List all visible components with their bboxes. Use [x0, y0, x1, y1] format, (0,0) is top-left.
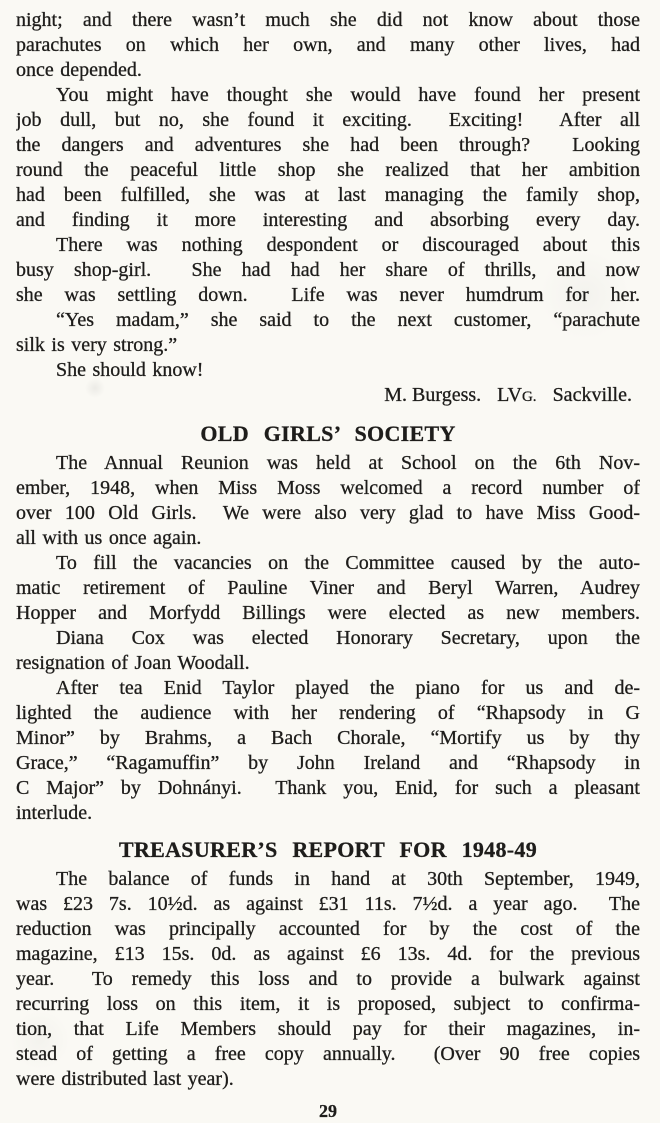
- text-line: she was settling down. Life was never humdrum for her.: [16, 284, 640, 306]
- section-heading: OLD GIRLS’ SOCIETY: [200, 421, 456, 446]
- text-line: interlude.: [16, 802, 93, 824]
- text-line: job dull, but no, she found it exciting. Exciting! After all: [16, 109, 640, 131]
- text-line: busy shop-girl. She had had her share of thrills, and now: [16, 259, 640, 281]
- article-treasurers-report: [16, 838, 640, 1092]
- section-heading: TREASURER’S REPORT FOR 1948-49: [118, 837, 538, 862]
- article-conclusion: [16, 8, 640, 410]
- text-line: The balance of funds in hand at 30th September, 1949,: [56, 868, 640, 890]
- text-line: She should know!: [56, 359, 204, 381]
- paragraph: [16, 358, 640, 383]
- text-line: To fill the vacancies on the Committee caused by the auto-: [56, 552, 640, 574]
- text-line: all with us once again.: [16, 527, 202, 549]
- text-line: parachutes on which her own, and many other lives, had: [16, 34, 640, 56]
- signature-form-large: LV: [497, 384, 522, 406]
- paragraph: [16, 83, 640, 233]
- text-line: Minor” by Brahms, a Bach Chorale, “Mortify us by thy: [16, 727, 640, 749]
- text-line: The Annual Reunion was held at School on the 6th Nov-: [56, 452, 640, 474]
- text-line: round the peaceful little shop she realized that her ambition: [16, 159, 640, 181]
- text-line: After tea Enid Taylor played the piano for us and de-: [56, 677, 640, 699]
- text-line: the dangers and adventures she had been through? Looking: [16, 134, 640, 156]
- paragraph: [16, 867, 640, 1092]
- text-line: and finding it more interesting and absorbing every day.: [16, 209, 640, 231]
- article-signature: [16, 383, 640, 410]
- text-line: silk is very strong.”: [16, 334, 178, 356]
- text-line: stead of getting a free copy annually. (Over 90 free copies: [16, 1043, 640, 1065]
- text-line: over 100 Old Girls. We were also very glad to have Miss Good-: [16, 502, 640, 524]
- text-line: “Yes madam,” she said to the next customer, “parachute: [56, 309, 640, 331]
- text-line: tion, that Life Members should pay for their magazines, in-: [16, 1018, 640, 1040]
- signature-house: Sackville.: [552, 384, 632, 406]
- text-line: Grace,” “Ragamuffin” by John Ireland and “Rhapsody in: [16, 752, 640, 774]
- text-line: magazine, £13 15s. 0d. as against £6 13s. 4d. for the previous: [16, 943, 640, 965]
- text-line: lighted the audience with her rendering of “Rhapsody in G: [16, 702, 640, 724]
- text-line: night; and there wasn’t much she did not know about those: [16, 9, 640, 31]
- text-line: C Major” by Dohnányi. Thank you, Enid, for such a pleasant: [16, 777, 640, 799]
- paragraph: [16, 8, 640, 83]
- paragraph: [16, 551, 640, 626]
- page-number: 29: [319, 1101, 337, 1121]
- text-line: Hopper and Morfydd Billings were elected as new members.: [16, 602, 640, 624]
- paragraph: [16, 676, 640, 826]
- article-old-girls-society: [16, 422, 640, 826]
- paragraph: [16, 233, 640, 308]
- text-line: ember, 1948, when Miss Moss welcomed a record number of: [16, 477, 640, 499]
- text-line: There was nothing despondent or discouraged about this: [56, 234, 640, 256]
- text-line: had been fulfilled, she was at last managing the family shop,: [16, 184, 640, 206]
- signature-form: [497, 383, 536, 410]
- signature-author: M. Burgess.: [384, 384, 482, 406]
- text-line: reduction was principally accounted for by the cost of the: [16, 918, 640, 940]
- paragraph: [16, 626, 640, 676]
- paragraph: [16, 308, 640, 358]
- text-line: recurring loss on this item, it is proposed, subject to confirma-: [16, 993, 640, 1015]
- text-line: matic retirement of Pauline Viner and Beryl Warren, Audrey: [16, 577, 640, 599]
- text-line: were distributed last year).: [16, 1068, 234, 1090]
- text-line: year. To remedy this loss and to provide a bulwark against: [16, 968, 640, 990]
- text-line: was £23 7s. 10½d. as against £31 11s. 7½d. a year ago. The: [16, 893, 640, 915]
- text-line: resignation of Joan Woodall.: [16, 652, 250, 674]
- signature-form-small: G.: [521, 389, 537, 405]
- text-line: Diana Cox was elected Honorary Secretary, upon the: [56, 627, 640, 649]
- text-line: once depended.: [16, 59, 142, 81]
- text-line: You might have thought she would have found her present: [56, 84, 640, 106]
- paragraph: [16, 451, 640, 551]
